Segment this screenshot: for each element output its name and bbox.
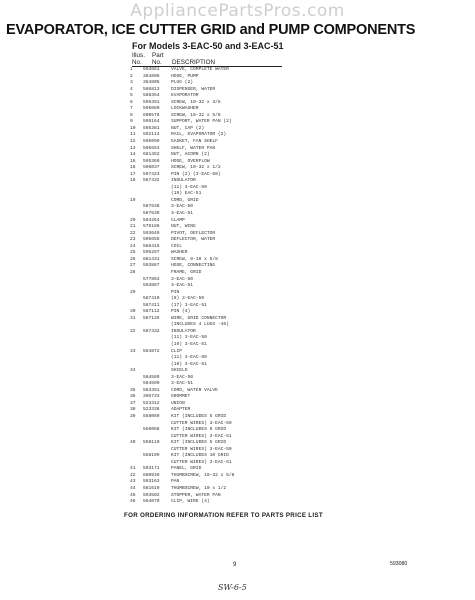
illus-number: 46 xyxy=(130,499,136,505)
column-header-part-no: No. xyxy=(152,59,162,66)
illus-number: 4 xyxy=(130,86,133,92)
part-description: RAIL, EVAPORATOR (2) xyxy=(171,132,227,138)
illus-number: 18 xyxy=(130,178,136,184)
part-description: KIT (INCLUDES 9 GRID xyxy=(171,427,227,433)
part-number: 594264 xyxy=(143,217,160,223)
part-description: CORD, WATER VALVE xyxy=(171,387,218,393)
part-number: 595381 xyxy=(143,125,160,131)
part-number: 396733 xyxy=(143,394,160,400)
part-number: 593171 xyxy=(143,466,160,472)
part-number: 576188 xyxy=(143,224,160,230)
part-description: CUTTER WIRES) 3-EAC-50 xyxy=(171,446,232,452)
part-description: UNION xyxy=(171,400,185,406)
illus-number: 12 xyxy=(130,139,136,145)
part-number: 587411 xyxy=(143,302,160,308)
column-header-illus-no: No. xyxy=(132,59,142,66)
part-number: 597423 xyxy=(143,171,160,177)
part-number: 558089 xyxy=(143,413,160,419)
part-description: ADAPTER xyxy=(171,407,191,413)
part-number: 595391 xyxy=(143,99,160,105)
illus-number: 31 xyxy=(130,315,136,321)
illus-number: 42 xyxy=(130,472,136,478)
part-description: FRAME, GRID xyxy=(171,269,202,275)
part-description: WIRE, GRID CONNECTOR xyxy=(171,315,227,321)
part-description: CLIP xyxy=(171,348,183,354)
part-number: 595164 xyxy=(143,119,160,125)
illus-number: 36 xyxy=(130,394,136,400)
part-description: COIL xyxy=(171,243,183,249)
part-description: (19) 3-EAC-51 xyxy=(171,341,207,347)
part-description: CUTTER WIRES) 3-EAC-51 xyxy=(171,433,232,439)
part-description: THUMBSCREW, 10-32 x 5/8 xyxy=(171,472,235,478)
part-number: 595369 xyxy=(143,158,160,164)
illus-number: 6 xyxy=(130,99,133,105)
part-description: HOSE, CONNECTING xyxy=(171,263,216,269)
part-description: (11) 3-EAC-50 xyxy=(171,184,207,190)
column-header-description: DESCRIPTION xyxy=(172,59,216,66)
part-description: DISPENSER, WATER xyxy=(171,86,216,92)
illus-number: 13 xyxy=(130,145,136,151)
part-number: 384805 xyxy=(143,80,160,86)
page-title: EVAPORATOR, ICE CUTTER GRID and PUMP COMPONENTS xyxy=(6,22,416,38)
part-description: PAN xyxy=(171,479,180,485)
part-description: (19) EAC-51 xyxy=(171,191,202,197)
illus-number: 44 xyxy=(130,486,136,491)
part-description: HOSE, PUMP xyxy=(171,73,199,79)
illus-number: 16 xyxy=(130,165,136,171)
part-number: 587410 xyxy=(143,296,160,302)
part-number: 595080 xyxy=(143,106,160,112)
illus-number: 29 xyxy=(130,289,136,295)
part-number: 595653 xyxy=(143,145,160,151)
illus-number: 8 xyxy=(130,112,133,118)
part-number: 587112 xyxy=(143,309,160,315)
illus-number: 43 xyxy=(130,479,136,485)
part-description: (19) 3-EAC-51 xyxy=(171,361,207,367)
part-number: 681452 xyxy=(143,152,160,158)
illus-number: 22 xyxy=(130,230,136,236)
part-number: 564872 xyxy=(143,348,160,354)
part-number: 680939 xyxy=(143,472,160,478)
part-description: LOCKWASHER xyxy=(171,106,199,112)
illus-number: 34 xyxy=(130,368,136,374)
part-description: CUTTER WIRES) 3-EAC-51 xyxy=(171,459,232,465)
part-description: 3-EAC-51 xyxy=(171,283,194,289)
part-description: GROMMET xyxy=(171,394,191,400)
illus-number: 19 xyxy=(130,197,136,203)
illus-number: 24 xyxy=(130,243,136,249)
document-number: 593080 xyxy=(390,561,408,567)
part-description: PIN (2) (3-EAC-50) xyxy=(171,171,221,177)
part-description: (17) 3-EAC-51 xyxy=(171,302,207,308)
part-number: 564589 xyxy=(143,374,160,380)
part-number: 587126 xyxy=(143,315,160,321)
part-description: PIVOT, DEFLECTOR xyxy=(171,230,216,236)
part-description: THUMBSCREW, 10 x 1/2 xyxy=(171,486,227,491)
part-number: 600576 xyxy=(143,112,160,118)
part-number: 563887 xyxy=(143,283,160,289)
part-description: INSULATOR xyxy=(171,178,196,184)
part-number: 587638 xyxy=(143,204,160,210)
part-number: 592114 xyxy=(143,132,160,138)
illus-number: 9 xyxy=(130,119,133,125)
part-description: (8) 3-EAC-50 xyxy=(171,296,205,302)
part-description: NUT, WING xyxy=(171,224,196,230)
part-number: 384806 xyxy=(143,73,160,79)
part-description: 3-EAC-50 xyxy=(171,276,194,282)
part-description: SCREW, 10-32 x 1/2 xyxy=(171,165,221,171)
illus-number: 32 xyxy=(130,328,136,334)
part-description: KIT (INCLUDES 5 GRID xyxy=(171,413,227,419)
column-header-illus: Illus. xyxy=(132,52,145,59)
part-description: NUT, CAP (2) xyxy=(171,125,205,131)
part-description: (11) 3-EAC-50 xyxy=(171,335,207,341)
part-description: 3-EAC-50 xyxy=(171,374,194,380)
part-number: 593649 xyxy=(143,230,160,236)
illus-number: 11 xyxy=(130,132,136,138)
illus-number: 33 xyxy=(130,348,136,354)
part-description: PLUG (2) xyxy=(171,80,194,86)
part-description: CUTTER WIRES) 3-EAC-50 xyxy=(171,420,232,426)
part-number: 593502 xyxy=(143,492,160,498)
part-description: GASKET, FAN SHELF xyxy=(171,139,218,145)
illus-number: 39 xyxy=(130,413,136,419)
part-number: 587432 xyxy=(143,328,160,334)
part-description: SCREW, 10-32 x 5/8 xyxy=(171,112,221,118)
illus-number: 7 xyxy=(130,106,133,112)
table-row xyxy=(130,499,330,506)
page-number: 9 xyxy=(233,562,237,568)
part-description: SHELF, WATER PAN xyxy=(171,145,216,151)
part-number: 595297 xyxy=(143,250,160,256)
part-number: 586813 xyxy=(143,86,160,92)
part-number: 558088 xyxy=(143,427,160,433)
ordering-info-footer: FOR ORDERING INFORMATION REFER TO PARTS PRICE LIST xyxy=(124,512,323,519)
illus-number: 21 xyxy=(130,224,136,230)
part-description: SHIELD xyxy=(171,368,188,374)
illus-number: 40 xyxy=(130,440,136,446)
part-number: 595655 xyxy=(143,237,160,243)
illus-number: 1 xyxy=(130,67,133,72)
part-description: PIN (4) xyxy=(171,309,191,315)
illus-number: 3 xyxy=(130,80,133,86)
part-description: STOPPER, WATER PAN xyxy=(171,492,221,498)
part-description: CORD, GRID xyxy=(171,197,199,203)
handwritten-note: SW-6-5 xyxy=(218,583,247,592)
part-description: HOSE, OVERFLOW xyxy=(171,158,210,164)
part-description: CLIP, WIRE (4) xyxy=(171,499,210,505)
illus-number: 25 xyxy=(130,250,136,256)
page-subtitle: For Models 3-EAC-50 and 3-EAC-51 xyxy=(132,41,284,51)
part-description: 3-EAC-51 xyxy=(171,211,194,217)
illus-number: 41 xyxy=(130,466,136,472)
part-description: KIT (INCLUDES 10 GRID xyxy=(171,453,229,459)
part-number: 563391 xyxy=(143,387,160,393)
part-number: 681619 xyxy=(143,486,160,491)
illus-number: 14 xyxy=(130,152,136,158)
part-description: CLAMP xyxy=(171,217,185,223)
part-number: 558110 xyxy=(143,440,160,446)
part-number: 523312 xyxy=(143,400,160,406)
part-number: 588416 xyxy=(143,243,160,249)
part-description: (11) 3-EAC-50 xyxy=(171,355,207,361)
part-description: KIT (INCLUDES 5 GRID xyxy=(171,440,227,446)
part-number: 577863 xyxy=(143,276,160,282)
part-description: SCREW, 8-18 x 5/8 xyxy=(171,256,218,262)
illus-number: 27 xyxy=(130,263,136,269)
illus-number: 10 xyxy=(130,125,136,131)
part-description: DEFLECTOR, WATER xyxy=(171,237,216,243)
part-number: 587432 xyxy=(143,178,160,184)
parts-list xyxy=(130,67,330,506)
illus-number: 37 xyxy=(130,400,136,406)
part-description: NUT, ACORN (2) xyxy=(171,152,210,158)
part-number: 681431 xyxy=(143,256,160,262)
illus-number: 5 xyxy=(130,93,133,99)
part-number: 564070 xyxy=(143,499,160,505)
part-number: 564590 xyxy=(143,381,160,387)
illus-number: 26 xyxy=(130,256,136,262)
part-number: 588354 xyxy=(143,93,160,99)
part-description: EVAPORATOR xyxy=(171,93,199,99)
part-description: SUPPORT, WATER PAN (2) xyxy=(171,119,232,125)
part-number: 558109 xyxy=(143,453,160,459)
part-number: 595099 xyxy=(143,139,160,145)
part-number: 593681 xyxy=(143,67,160,72)
illus-number: 38 xyxy=(130,407,136,413)
part-description: SCREW, 10-32 x 3/8 xyxy=(171,99,221,105)
illus-number: 17 xyxy=(130,171,136,177)
part-description: INSULATOR xyxy=(171,328,196,334)
part-description: PIN xyxy=(171,289,180,295)
illus-number: 35 xyxy=(130,387,136,393)
watermark: AppliancePartsPros.com xyxy=(130,1,345,21)
part-number: 593887 xyxy=(143,263,160,269)
illus-number: 20 xyxy=(130,217,136,223)
part-description: 3-EAC-51 xyxy=(171,381,194,387)
part-description: (INCLUDES 4 LUGS -46) xyxy=(171,322,229,328)
column-header-part: Part xyxy=(152,52,164,59)
part-description: 3-EAC-50 xyxy=(171,204,194,210)
illus-number: 30 xyxy=(130,309,136,315)
part-number: 523338 xyxy=(143,407,160,413)
part-number: 587639 xyxy=(143,211,160,217)
illus-number: 23 xyxy=(130,237,136,243)
illus-number: 28 xyxy=(130,269,136,275)
part-number: 596037 xyxy=(143,165,160,171)
illus-number: 2 xyxy=(130,73,133,79)
part-description: WASHER xyxy=(171,250,188,256)
part-number: 593163 xyxy=(143,479,160,485)
illus-number: 45 xyxy=(130,492,136,498)
part-description: VALVE, COMPLETE WATER xyxy=(171,67,229,72)
part-description: PANEL, GRID xyxy=(171,466,202,472)
illus-number: 15 xyxy=(130,158,136,164)
